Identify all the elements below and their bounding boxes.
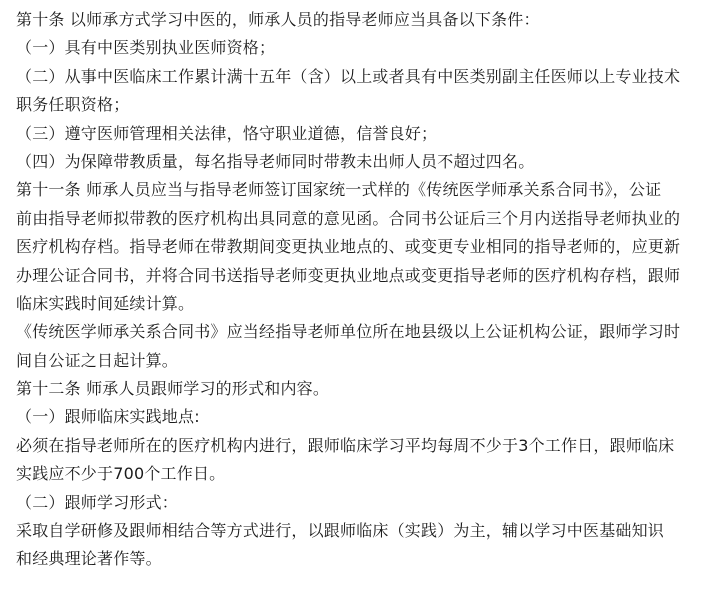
text-line: 采取自学研修及跟师相结合等方式进行，以跟师临床（实践）为主，辅以学习中医基础知识 — [16, 521, 665, 541]
text-line: （三）遵守医师管理相关法律，恪守职业道德，信誉良好； — [16, 123, 438, 143]
text-line: （二）跟师学习形式： — [16, 492, 179, 512]
text-line: 临床实践时间延续计算。 — [16, 293, 195, 313]
text-line: （四）为保障带教质量，每名指导老师同时带教未出师人员不超过四名。 — [16, 151, 535, 171]
text-line: 和经典理论著作等。 — [16, 549, 162, 569]
text-line: 必须在指导老师所在的医疗机构内进行，跟师临床学习平均每周不少于3个工作日，跟师临床 — [16, 435, 675, 455]
text-line: 实践应不少于700个工作日。 — [16, 464, 226, 484]
text-line: （二）从事中医临床工作累计满十五年（含）以上或者具有中医类别副主任医师以上专业技术 — [16, 66, 681, 86]
document-body — [16, 6, 700, 574]
text-line: （一）跟师临床实践地点: — [16, 407, 200, 427]
text-line: 职务任职资格； — [16, 95, 130, 115]
text-line: 前由指导老师拟带教的医疗机构出具同意的意见函。合同书公证后三个月内送指导老师执业的 — [16, 208, 681, 228]
text-line: 医疗机构存档。指导老师在带教期间变更执业地点的、或变更专业相同的指导老师的，应更新 — [16, 237, 681, 257]
text-line: 第十条 以师承方式学习中医的，师承人员的指导老师应当具备以下条件： — [16, 10, 540, 29]
text-line: 办理公证合同书，并将合同书送指导老师变更执业地点或变更指导老师的医疗机构存档，跟师 — [16, 265, 681, 285]
text-line: 第十一条 师承人员应当与指导老师签订国家统一式样的《传统医学师承关系合同书》，公证 — [16, 180, 662, 200]
text-line: （一）具有中医类别执业医师资格； — [16, 38, 276, 58]
text-line: 间自公证之日起计算。 — [16, 350, 179, 370]
text-line: 《传统医学师承关系合同书》应当经指导老师单位所在地县级以上公证机构公证，跟师学习时 — [16, 322, 681, 342]
text-line: 第十二条 师承人员跟师学习的形式和内容。 — [16, 379, 330, 399]
